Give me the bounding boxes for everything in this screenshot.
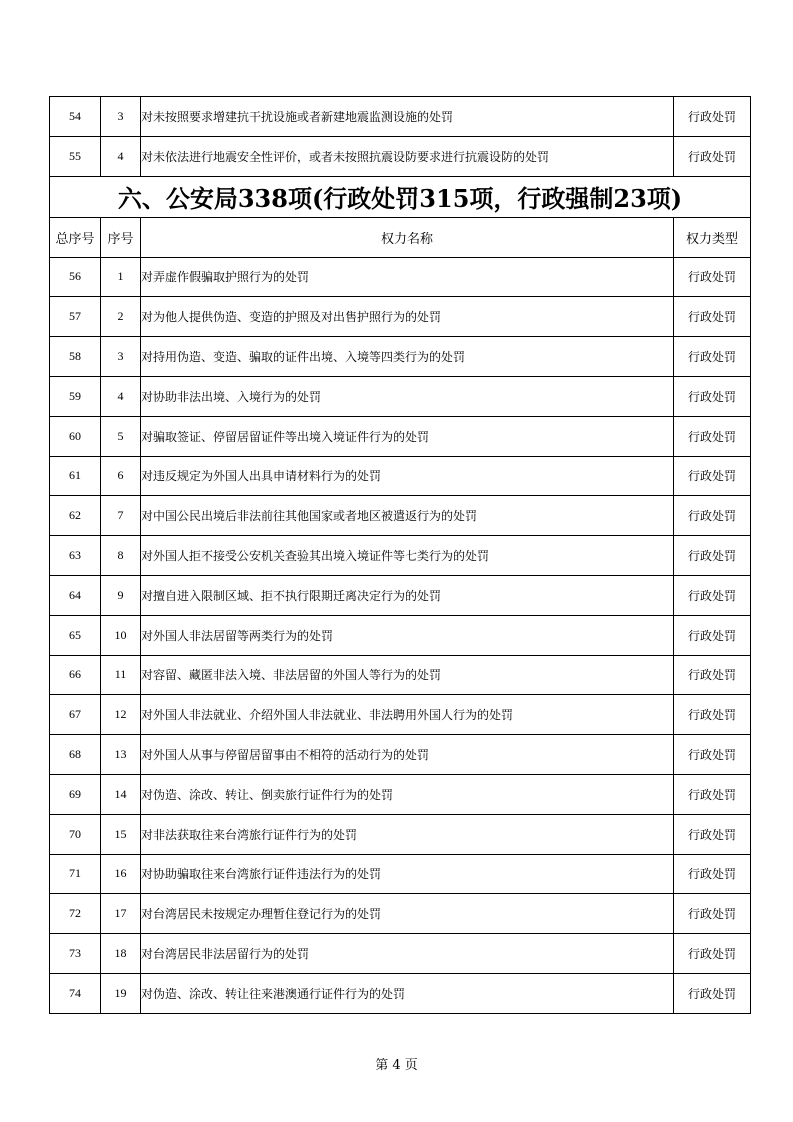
table-row: [50, 297, 751, 337]
power-name-cell: 对非法获取往来台湾旅行证件行为的处罚: [141, 814, 674, 854]
sequence-number-cell: 3: [101, 337, 141, 377]
table-row: [50, 894, 751, 934]
power-type-cell: 行政处罚: [674, 934, 751, 974]
power-type-cell: 行政处罚: [674, 376, 751, 416]
total-number-cell: 66: [50, 655, 101, 695]
section-block: [50, 176, 751, 257]
total-number-cell: 56: [50, 257, 101, 297]
sequence-number-cell: 14: [101, 774, 141, 814]
sequence-number-cell: 13: [101, 735, 141, 775]
sequence-number-cell: 7: [101, 496, 141, 536]
table-row: [50, 774, 751, 814]
header-power-name: 权力名称: [141, 217, 674, 257]
sequence-number-cell: 11: [101, 655, 141, 695]
table-row: [50, 496, 751, 536]
power-name-cell: 对协助骗取往来台湾旅行证件违法行为的处罚: [141, 854, 674, 894]
table-row: [50, 136, 751, 176]
table-header-row: [50, 217, 751, 257]
total-number-cell: 61: [50, 456, 101, 496]
total-number-cell: 71: [50, 854, 101, 894]
power-type-cell: 行政处罚: [674, 136, 751, 176]
sequence-number-cell: 4: [101, 376, 141, 416]
total-number-cell: 63: [50, 536, 101, 576]
total-number-cell: 57: [50, 297, 101, 337]
total-number-cell: 55: [50, 136, 101, 176]
total-number-cell: 59: [50, 376, 101, 416]
total-number-cell: 62: [50, 496, 101, 536]
table-row: [50, 257, 751, 297]
section-title: 六、公安局338项(行政处罚315项，行政强制23项): [50, 176, 751, 217]
power-name-cell: 对台湾居民未按规定办理暂住登记行为的处罚: [141, 894, 674, 934]
power-name-cell: 对外国人拒不接受公安机关查验其出境入境证件等七类行为的处罚: [141, 536, 674, 576]
sequence-number-cell: 3: [101, 97, 141, 137]
power-type-cell: 行政处罚: [674, 854, 751, 894]
power-name-cell: 对伪造、涂改、转让往来港澳通行证件行为的处罚: [141, 973, 674, 1013]
header-sequence-number: 序号: [101, 217, 141, 257]
power-type-cell: 行政处罚: [674, 97, 751, 137]
power-name-cell: 对擅自进入限制区域、拒不执行限期迁离决定行为的处罚: [141, 575, 674, 615]
header-total-number: 总序号: [50, 217, 101, 257]
table-row: [50, 615, 751, 655]
power-name-cell: 对外国人非法就业、介绍外国人非法就业、非法聘用外国人行为的处罚: [141, 695, 674, 735]
total-number-cell: 60: [50, 416, 101, 456]
power-type-cell: 行政处罚: [674, 536, 751, 576]
power-type-cell: 行政处罚: [674, 575, 751, 615]
sequence-number-cell: 1: [101, 257, 141, 297]
table-row: [50, 854, 751, 894]
power-name-cell: 对中国公民出境后非法前往其他国家或者地区被遣返行为的处罚: [141, 496, 674, 536]
table-row: [50, 97, 751, 137]
power-type-cell: 行政处罚: [674, 695, 751, 735]
power-name-cell: 对未按照要求增建抗干扰设施或者新建地震监测设施的处罚: [141, 97, 674, 137]
table-row: [50, 575, 751, 615]
sequence-number-cell: 12: [101, 695, 141, 735]
power-name-cell: 对骗取签证、停留居留证件等出境入境证件行为的处罚: [141, 416, 674, 456]
sequence-number-cell: 9: [101, 575, 141, 615]
total-number-cell: 65: [50, 615, 101, 655]
sequence-number-cell: 8: [101, 536, 141, 576]
power-type-cell: 行政处罚: [674, 257, 751, 297]
power-name-cell: 对违反规定为外国人出具申请材料行为的处罚: [141, 456, 674, 496]
power-type-cell: 行政处罚: [674, 894, 751, 934]
total-number-cell: 69: [50, 774, 101, 814]
table-row: [50, 934, 751, 974]
power-type-cell: 行政处罚: [674, 655, 751, 695]
total-number-cell: 64: [50, 575, 101, 615]
total-number-cell: 74: [50, 973, 101, 1013]
power-type-cell: 行政处罚: [674, 973, 751, 1013]
power-name-cell: 对外国人从事与停留居留事由不相符的活动行为的处罚: [141, 735, 674, 775]
power-name-cell: 对弄虚作假骗取护照行为的处罚: [141, 257, 674, 297]
power-type-cell: 行政处罚: [674, 814, 751, 854]
power-name-cell: 对台湾居民非法居留行为的处罚: [141, 934, 674, 974]
table-row: [50, 337, 751, 377]
sequence-number-cell: 16: [101, 854, 141, 894]
sequence-number-cell: 19: [101, 973, 141, 1013]
total-number-cell: 70: [50, 814, 101, 854]
power-type-cell: 行政处罚: [674, 496, 751, 536]
sequence-number-cell: 2: [101, 297, 141, 337]
power-name-cell: 对容留、藏匿非法入境、非法居留的外国人等行为的处罚: [141, 655, 674, 695]
power-type-cell: 行政处罚: [674, 337, 751, 377]
total-number-cell: 54: [50, 97, 101, 137]
table-row: [50, 416, 751, 456]
power-name-cell: 对伪造、涂改、转让、倒卖旅行证件行为的处罚: [141, 774, 674, 814]
table-row: [50, 536, 751, 576]
total-number-cell: 68: [50, 735, 101, 775]
power-type-cell: 行政处罚: [674, 456, 751, 496]
section-rows: [50, 257, 751, 1013]
page-footer: 第 4 页: [375, 1058, 418, 1073]
power-name-cell: 对外国人非法居留等两类行为的处罚: [141, 615, 674, 655]
section-title-row: [50, 176, 751, 217]
sequence-number-cell: 17: [101, 894, 141, 934]
table-row: [50, 456, 751, 496]
power-type-cell: 行政处罚: [674, 297, 751, 337]
total-number-cell: 73: [50, 934, 101, 974]
power-type-cell: 行政处罚: [674, 615, 751, 655]
sequence-number-cell: 4: [101, 136, 141, 176]
power-name-cell: 对持用伪造、变造、骗取的证件出境、入境等四类行为的处罚: [141, 337, 674, 377]
power-type-cell: 行政处罚: [674, 735, 751, 775]
table-row: [50, 376, 751, 416]
sequence-number-cell: 18: [101, 934, 141, 974]
total-number-cell: 72: [50, 894, 101, 934]
table-row: [50, 814, 751, 854]
power-name-cell: 对为他人提供伪造、变造的护照及对出售护照行为的处罚: [141, 297, 674, 337]
power-name-cell: 对协助非法出境、入境行为的处罚: [141, 376, 674, 416]
sequence-number-cell: 15: [101, 814, 141, 854]
total-number-cell: 67: [50, 695, 101, 735]
sequence-number-cell: 10: [101, 615, 141, 655]
total-number-cell: 58: [50, 337, 101, 377]
table-row: [50, 735, 751, 775]
power-name-cell: 对未依法进行地震安全性评价，或者未按照抗震设防要求进行抗震设防的处罚: [141, 136, 674, 176]
power-type-cell: 行政处罚: [674, 416, 751, 456]
sequence-number-cell: 5: [101, 416, 141, 456]
power-type-cell: 行政处罚: [674, 774, 751, 814]
table-row: [50, 655, 751, 695]
continued-rows: [50, 97, 751, 177]
table-row: [50, 973, 751, 1013]
table-row: [50, 695, 751, 735]
sequence-number-cell: 6: [101, 456, 141, 496]
header-power-type: 权力类型: [674, 217, 751, 257]
power-list-table: [49, 96, 751, 1014]
